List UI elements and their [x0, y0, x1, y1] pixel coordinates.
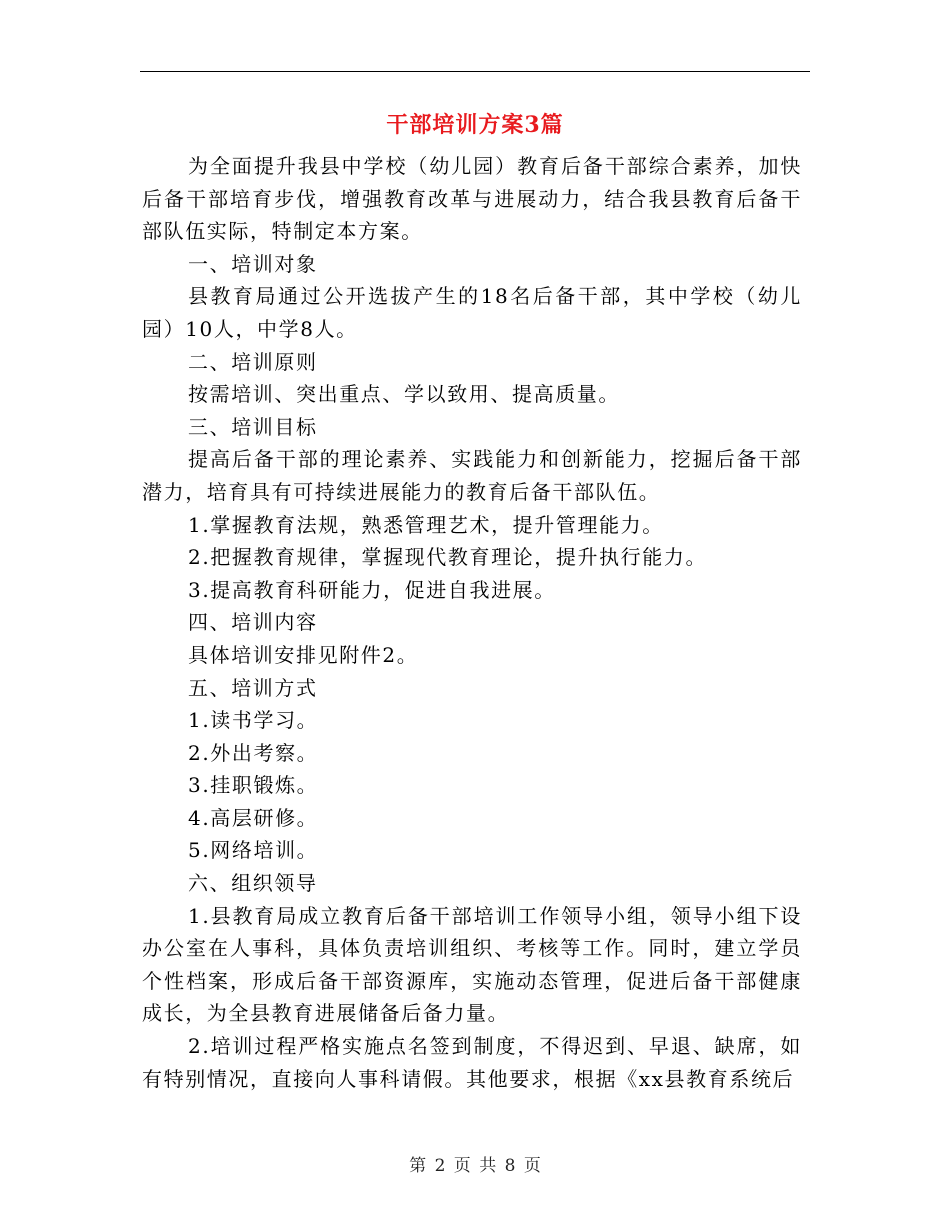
list-item-goal-2: 2.把握教育规律，掌握现代教育理论，提升执行能力。 [188, 545, 708, 570]
list-item-method-5: 5.网络培训。 [188, 838, 319, 863]
header-rule [140, 71, 810, 72]
list-item-goal-3: 3.提高教育科研能力，促进自我进展。 [188, 577, 556, 602]
list-item-method-2: 2.外出考察。 [188, 740, 319, 765]
list-item-goal-1: 1.掌握教育法规，熟悉管理艺术，提升管理能力。 [188, 512, 664, 537]
heading-training-principle: 二、培训原则 [188, 349, 318, 374]
heading-training-content: 四、培训内容 [188, 610, 318, 635]
heading-training-target: 一、培训对象 [188, 251, 318, 276]
list-item-method-1: 1.读书学习。 [188, 708, 319, 733]
list-item-organization-1: 1.县教育局成立教育后备干部培训工作领导小组，领导小组下设办公室在人事科，具体负责培训组织、考核等工作。同时，建立学员个性档案，形成后备干部资源库，实施动态管理，促进后备干部健康成长，为全县教育进展储备后备力量。 [142, 903, 802, 1026]
list-item-method-3: 3.挂职锻炼。 [188, 773, 319, 798]
document-body [142, 150, 802, 1095]
document-title: 干部培训方案3篇 [386, 112, 564, 138]
paragraph-training-principle: 按需培训、突出重点、学以致用、提高质量。 [188, 382, 620, 407]
heading-training-goal: 三、培训目标 [188, 414, 318, 439]
paragraph-training-target: 县教育局通过公开选拔产生的18名后备干部，其中学校（幼儿园）10人，中学8人。 [142, 284, 802, 341]
list-item-organization-2: 2.培训过程严格实施点名签到制度，不得迟到、早退、缺席，如有特别情况，直接向人事科请假。其他要求，根据《xx县教育系统后 [142, 1034, 802, 1091]
page-number-footer: 第 2 页 共 8 页 [409, 1156, 541, 1176]
heading-training-method: 五、培训方式 [188, 675, 318, 700]
paragraph-training-goal: 提高后备干部的理论素养、实践能力和创新能力，挖掘后备干部潜力，培育具有可持续进展能力的教育后备干部队伍。 [142, 447, 802, 504]
list-item-method-4: 4.高层研修。 [188, 805, 319, 830]
paragraph-intro: 为全面提升我县中学校（幼儿园）教育后备干部综合素养，加快后备干部培育步伐，增强教育改革与进展动力，结合我县教育后备干部队伍实际，特制定本方案。 [142, 154, 802, 244]
heading-organization: 六、组织领导 [188, 871, 318, 896]
paragraph-training-content: 具体培训安排见附件2。 [188, 642, 419, 667]
